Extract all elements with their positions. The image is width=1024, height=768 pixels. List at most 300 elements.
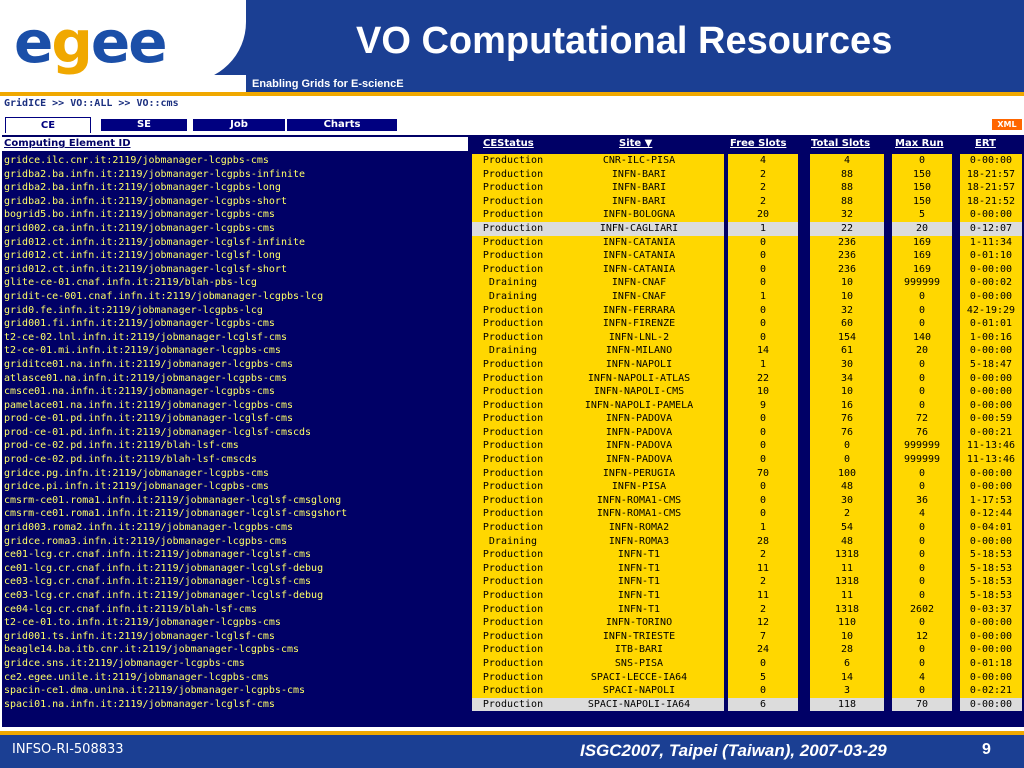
cell-ert: 0-00:00 bbox=[960, 372, 1022, 386]
table-row bbox=[2, 480, 1022, 494]
cell-site: INFN-CNAF bbox=[554, 290, 724, 304]
cell-ce-id[interactable]: ce03-lcg.cr.cnaf.infn.it:2119/jobmanager-lcglsf-debug bbox=[2, 589, 468, 603]
cell-total-slots: 60 bbox=[810, 317, 884, 331]
cell-free-slots: 11 bbox=[728, 562, 798, 576]
cell-site: SPACI-NAPOLI-IA64 bbox=[554, 698, 724, 712]
table-header bbox=[2, 137, 1022, 151]
cell-free-slots: 0 bbox=[728, 276, 798, 290]
cell-ce-id[interactable]: prod-ce-02.pd.infn.it:2119/blah-lsf-cms bbox=[2, 439, 468, 453]
cell-max-run: 20 bbox=[892, 344, 952, 358]
cell-free-slots: 20 bbox=[728, 208, 798, 222]
cell-ert: 1-11:34 bbox=[960, 236, 1022, 250]
cell-max-run: 0 bbox=[892, 372, 952, 386]
cell-free-slots: 0 bbox=[728, 684, 798, 698]
cell-ce-id[interactable]: bogrid5.bo.infn.it:2119/jobmanager-lcgpbs-cms bbox=[2, 208, 468, 222]
cell-total-slots: 10 bbox=[810, 276, 884, 290]
cell-site: INFN-T1 bbox=[554, 603, 724, 617]
cell-total-slots: 30 bbox=[810, 494, 884, 508]
cell-ce-id[interactable]: pamelace01.na.infn.it:2119/jobmanager-lcgpbs-cms bbox=[2, 399, 468, 413]
cell-free-slots: 4 bbox=[728, 154, 798, 168]
cell-ert: 5-18:47 bbox=[960, 358, 1022, 372]
cell-ce-id[interactable]: gridce.ilc.cnr.it:2119/jobmanager-lcgpbs-cms bbox=[2, 154, 468, 168]
table-row bbox=[2, 535, 1022, 549]
cell-total-slots: 236 bbox=[810, 249, 884, 263]
cell-max-run: 12 bbox=[892, 630, 952, 644]
cell-total-slots: 32 bbox=[810, 304, 884, 318]
cell-site: INFN-BOLOGNA bbox=[554, 208, 724, 222]
cell-ert: 0-00:00 bbox=[960, 698, 1022, 712]
cell-ce-id[interactable]: ce03-lcg.cr.cnaf.infn.it:2119/jobmanager-lcglsf-cms bbox=[2, 575, 468, 589]
cell-cestatus: Production bbox=[472, 480, 554, 494]
table-row bbox=[2, 657, 1022, 671]
cell-total-slots: 16 bbox=[810, 399, 884, 413]
cell-max-run: 0 bbox=[892, 548, 952, 562]
cell-ce-id[interactable]: gridce.sns.it:2119/jobmanager-lcgpbs-cms bbox=[2, 657, 468, 671]
cell-site: INFN-FIRENZE bbox=[554, 317, 724, 331]
cell-ce-id[interactable]: ce01-lcg.cr.cnaf.infn.it:2119/jobmanager-lcglsf-debug bbox=[2, 562, 468, 576]
cell-ert: 0-01:10 bbox=[960, 249, 1022, 263]
col-ert[interactable]: ERT bbox=[975, 138, 996, 149]
cell-ert: 18-21:52 bbox=[960, 195, 1022, 209]
cell-max-run: 0 bbox=[892, 562, 952, 576]
cell-ce-id[interactable]: ce01-lcg.cr.cnaf.infn.it:2119/jobmanager-lcglsf-cms bbox=[2, 548, 468, 562]
cell-ert: 0-00:21 bbox=[960, 426, 1022, 440]
cell-free-slots: 9 bbox=[728, 399, 798, 413]
cell-cestatus: Production bbox=[472, 358, 554, 372]
col-cestatus[interactable]: CEStatus bbox=[483, 138, 534, 149]
table-body bbox=[2, 154, 1022, 711]
cell-free-slots: 0 bbox=[728, 494, 798, 508]
cell-total-slots: 28 bbox=[810, 643, 884, 657]
cell-ert: 11-13:46 bbox=[960, 453, 1022, 467]
cell-ce-id[interactable]: gridce.pg.infn.it:2119/jobmanager-lcgpbs-cms bbox=[2, 467, 468, 481]
table-row bbox=[2, 331, 1022, 345]
cell-max-run: 4 bbox=[892, 671, 952, 685]
cell-cestatus: Draining bbox=[472, 276, 554, 290]
table-row bbox=[2, 195, 1022, 209]
cell-max-run: 72 bbox=[892, 412, 952, 426]
cell-total-slots: 34 bbox=[810, 372, 884, 386]
cell-ce-id[interactable]: griditce01.na.infn.it:2119/jobmanager-lcgpbs-cms bbox=[2, 358, 468, 372]
cell-site: INFN-NAPOLI-PAMELA bbox=[554, 399, 724, 413]
cell-total-slots: 76 bbox=[810, 426, 884, 440]
cell-total-slots: 118 bbox=[810, 698, 884, 712]
cell-ert: 1-00:16 bbox=[960, 331, 1022, 345]
cell-cestatus: Production bbox=[472, 439, 554, 453]
cell-total-slots: 3 bbox=[810, 684, 884, 698]
cell-max-run: 169 bbox=[892, 263, 952, 277]
table-row bbox=[2, 317, 1022, 331]
cell-total-slots: 0 bbox=[810, 453, 884, 467]
cell-ce-id[interactable]: grid012.ct.infn.it:2119/jobmanager-lcglsf-infinite bbox=[2, 236, 468, 250]
cell-cestatus: Production bbox=[472, 263, 554, 277]
cell-site: INFN-ROMA3 bbox=[554, 535, 724, 549]
cell-total-slots: 14 bbox=[810, 671, 884, 685]
cell-cestatus: Production bbox=[472, 671, 554, 685]
cell-cestatus: Production bbox=[472, 208, 554, 222]
slide-title: VO Computational Resources bbox=[356, 20, 893, 62]
cell-max-run: 20 bbox=[892, 222, 952, 236]
table-row bbox=[2, 562, 1022, 576]
cell-ert: 0-00:00 bbox=[960, 385, 1022, 399]
cell-ce-id[interactable]: atlasce01.na.infn.it:2119/jobmanager-lcgpbs-cms bbox=[2, 372, 468, 386]
cell-max-run: 140 bbox=[892, 331, 952, 345]
cell-max-run: 999999 bbox=[892, 276, 952, 290]
tab-ce[interactable]: CE bbox=[5, 117, 91, 133]
cell-ce-id[interactable]: ce2.egee.unile.it:2119/jobmanager-lcgpbs-cms bbox=[2, 671, 468, 685]
cell-cestatus: Production bbox=[472, 657, 554, 671]
cell-ert: 0-00:00 bbox=[960, 535, 1022, 549]
cell-ert: 0-00:02 bbox=[960, 276, 1022, 290]
cell-cestatus: Production bbox=[472, 698, 554, 712]
cell-free-slots: 2 bbox=[728, 181, 798, 195]
egee-logo: egee bbox=[14, 8, 166, 76]
cell-cestatus: Production bbox=[472, 385, 554, 399]
cell-ce-id[interactable]: grid001.ts.infn.it:2119/jobmanager-lcglsf-cms bbox=[2, 630, 468, 644]
cell-cestatus: Production bbox=[472, 589, 554, 603]
table-row bbox=[2, 616, 1022, 630]
cell-cestatus: Production bbox=[472, 195, 554, 209]
cell-total-slots: 11 bbox=[810, 562, 884, 576]
cell-site: INFN-T1 bbox=[554, 575, 724, 589]
cell-site: INFN-PADOVA bbox=[554, 439, 724, 453]
cell-total-slots: 54 bbox=[810, 521, 884, 535]
cell-free-slots: 28 bbox=[728, 535, 798, 549]
cell-free-slots: 6 bbox=[728, 698, 798, 712]
table-row bbox=[2, 412, 1022, 426]
cell-free-slots: 14 bbox=[728, 344, 798, 358]
cell-ert: 0-00:00 bbox=[960, 630, 1022, 644]
cell-ce-id[interactable]: glite-ce-01.cnaf.infn.it:2119/blah-pbs-lcg bbox=[2, 276, 468, 290]
cell-ce-id[interactable]: prod-ce-01.pd.infn.it:2119/jobmanager-lcglsf-cms bbox=[2, 412, 468, 426]
cell-site: INFN-PISA bbox=[554, 480, 724, 494]
cell-ert: 42-19:29 bbox=[960, 304, 1022, 318]
cell-site: ITB-BARI bbox=[554, 643, 724, 657]
cell-total-slots: 76 bbox=[810, 412, 884, 426]
cell-ert: 0-00:00 bbox=[960, 263, 1022, 277]
cell-total-slots: 48 bbox=[810, 535, 884, 549]
cell-ert: 0-01:18 bbox=[960, 657, 1022, 671]
cell-ce-id[interactable]: beagle14.ba.itb.cnr.it:2119/jobmanager-lcgpbs-cms bbox=[2, 643, 468, 657]
cell-ce-id[interactable]: gridba2.ba.infn.it:2119/jobmanager-lcgpbs-infinite bbox=[2, 168, 468, 182]
cell-site: INFN-ROMA1-CMS bbox=[554, 507, 724, 521]
cell-total-slots: 236 bbox=[810, 263, 884, 277]
cell-free-slots: 0 bbox=[728, 249, 798, 263]
cell-max-run: 70 bbox=[892, 698, 952, 712]
cell-cestatus: Production bbox=[472, 630, 554, 644]
table-row bbox=[2, 222, 1022, 236]
cell-cestatus: Production bbox=[472, 494, 554, 508]
cell-total-slots: 1318 bbox=[810, 548, 884, 562]
cell-ce-id[interactable]: t2-ce-01.mi.infn.it:2119/jobmanager-lcgpbs-cms bbox=[2, 344, 468, 358]
table-row bbox=[2, 548, 1022, 562]
table-row bbox=[2, 304, 1022, 318]
cell-max-run: 0 bbox=[892, 385, 952, 399]
cell-free-slots: 0 bbox=[728, 317, 798, 331]
cell-cestatus: Production bbox=[472, 372, 554, 386]
cell-ce-id[interactable]: ce04-lcg.cr.cnaf.infn.it:2119/blah-lsf-cms bbox=[2, 603, 468, 617]
cell-free-slots: 0 bbox=[728, 426, 798, 440]
tab-charts[interactable]: Charts bbox=[287, 119, 397, 131]
cell-max-run: 999999 bbox=[892, 453, 952, 467]
cell-free-slots: 0 bbox=[728, 304, 798, 318]
cell-ce-id[interactable]: spaci01.na.infn.it:2119/jobmanager-lcglsf-cms bbox=[2, 698, 468, 712]
cell-free-slots: 0 bbox=[728, 657, 798, 671]
cell-ert: 0-01:01 bbox=[960, 317, 1022, 331]
cell-ert: 0-00:00 bbox=[960, 643, 1022, 657]
cell-ert: 0-03:37 bbox=[960, 603, 1022, 617]
cell-ce-id[interactable]: gridce.pi.infn.it:2119/jobmanager-lcgpbs-cms bbox=[2, 480, 468, 494]
cell-max-run: 0 bbox=[892, 358, 952, 372]
cell-ce-id[interactable]: t2-ce-01.to.infn.it:2119/jobmanager-lcgpbs-cms bbox=[2, 616, 468, 630]
table-row bbox=[2, 467, 1022, 481]
cell-max-run: 0 bbox=[892, 521, 952, 535]
footer-project-id: INFSO-RI-508833 bbox=[12, 742, 124, 757]
cell-ert: 0-00:00 bbox=[960, 208, 1022, 222]
cell-free-slots: 5 bbox=[728, 671, 798, 685]
cell-site: INFN-BARI bbox=[554, 168, 724, 182]
cell-cestatus: Production bbox=[472, 331, 554, 345]
cell-ce-id[interactable]: gridit-ce-001.cnaf.infn.it:2119/jobmanager-lcgpbs-lcg bbox=[2, 290, 468, 304]
cell-cestatus: Production bbox=[472, 222, 554, 236]
cell-max-run: 4 bbox=[892, 507, 952, 521]
cell-site: SPACI-LECCE-IA64 bbox=[554, 671, 724, 685]
cell-total-slots: 154 bbox=[810, 331, 884, 345]
cell-max-run: 0 bbox=[892, 535, 952, 549]
cell-max-run: 0 bbox=[892, 657, 952, 671]
cell-site: INFN-CATANIA bbox=[554, 249, 724, 263]
cell-max-run: 0 bbox=[892, 467, 952, 481]
cell-site: INFN-T1 bbox=[554, 589, 724, 603]
cell-max-run: 0 bbox=[892, 616, 952, 630]
cell-total-slots: 10 bbox=[810, 385, 884, 399]
col-max-run[interactable]: Max Run bbox=[895, 138, 944, 149]
cell-free-slots: 1 bbox=[728, 521, 798, 535]
cell-total-slots: 10 bbox=[810, 630, 884, 644]
table-row bbox=[2, 521, 1022, 535]
cell-site: INFN-CAGLIARI bbox=[554, 222, 724, 236]
cell-max-run: 0 bbox=[892, 304, 952, 318]
cell-ert: 0-00:59 bbox=[960, 412, 1022, 426]
cell-ce-id[interactable]: grid012.ct.infn.it:2119/jobmanager-lcglsf-long bbox=[2, 249, 468, 263]
cell-free-slots: 10 bbox=[728, 385, 798, 399]
table-row bbox=[2, 249, 1022, 263]
cell-ce-id[interactable]: prod-ce-01.pd.infn.it:2119/jobmanager-lcglsf-cmscds bbox=[2, 426, 468, 440]
cell-cestatus: Draining bbox=[472, 535, 554, 549]
cell-cestatus: Production bbox=[472, 548, 554, 562]
cell-ert: 5-18:53 bbox=[960, 589, 1022, 603]
cell-ert: 0-02:21 bbox=[960, 684, 1022, 698]
cell-site: INFN-PERUGIA bbox=[554, 467, 724, 481]
cell-max-run: 0 bbox=[892, 643, 952, 657]
cell-ce-id[interactable]: grid012.ct.infn.it:2119/jobmanager-lcglsf-short bbox=[2, 263, 468, 277]
table-row bbox=[2, 358, 1022, 372]
table-row bbox=[2, 439, 1022, 453]
cell-free-slots: 0 bbox=[728, 480, 798, 494]
cell-ert: 0-00:00 bbox=[960, 616, 1022, 630]
cell-cestatus: Draining bbox=[472, 344, 554, 358]
cell-cestatus: Production bbox=[472, 684, 554, 698]
cell-ce-id[interactable]: grid001.fi.infn.it:2119/jobmanager-lcgpbs-cms bbox=[2, 317, 468, 331]
cell-ert: 5-18:53 bbox=[960, 562, 1022, 576]
cell-ert: 18-21:57 bbox=[960, 168, 1022, 182]
cell-total-slots: 4 bbox=[810, 154, 884, 168]
cell-ert: 0-12:07 bbox=[960, 222, 1022, 236]
cell-free-slots: 0 bbox=[728, 439, 798, 453]
cell-total-slots: 0 bbox=[810, 439, 884, 453]
cell-max-run: 5 bbox=[892, 208, 952, 222]
cell-total-slots: 1318 bbox=[810, 603, 884, 617]
cell-max-run: 36 bbox=[892, 494, 952, 508]
cell-ce-id[interactable]: cmsrm-ce01.roma1.infn.it:2119/jobmanager-lcglsf-cmsgshort bbox=[2, 507, 468, 521]
ce-table bbox=[2, 133, 1024, 727]
cell-total-slots: 30 bbox=[810, 358, 884, 372]
cell-ert: 0-00:00 bbox=[960, 154, 1022, 168]
cell-max-run: 150 bbox=[892, 168, 952, 182]
table-row bbox=[2, 290, 1022, 304]
cell-cestatus: Production bbox=[472, 399, 554, 413]
cell-ce-id[interactable]: gridba2.ba.infn.it:2119/jobmanager-lcgpbs-long bbox=[2, 181, 468, 195]
col-site-sort[interactable]: Site ▼ bbox=[619, 138, 653, 149]
cell-ert: 11-13:46 bbox=[960, 439, 1022, 453]
cell-free-slots: 2 bbox=[728, 195, 798, 209]
table-row bbox=[2, 276, 1022, 290]
cell-total-slots: 236 bbox=[810, 236, 884, 250]
cell-free-slots: 2 bbox=[728, 168, 798, 182]
table-row bbox=[2, 344, 1022, 358]
tab-se[interactable]: SE bbox=[101, 119, 187, 131]
cell-ce-id[interactable]: grid002.ca.infn.it:2119/jobmanager-lcgpbs-cms bbox=[2, 222, 468, 236]
logo-area bbox=[0, 0, 246, 82]
col-free-slots[interactable]: Free Slots bbox=[730, 138, 787, 149]
cell-max-run: 0 bbox=[892, 290, 952, 304]
cell-ce-id[interactable]: cmsce01.na.infn.it:2119/jobmanager-lcgpbs-cms bbox=[2, 385, 468, 399]
cell-site: INFN-TORINO bbox=[554, 616, 724, 630]
cell-site: INFN-PADOVA bbox=[554, 426, 724, 440]
table-row bbox=[2, 603, 1022, 617]
cell-site: INFN-ROMA1-CMS bbox=[554, 494, 724, 508]
cell-cestatus: Production bbox=[472, 304, 554, 318]
cell-free-slots: 7 bbox=[728, 630, 798, 644]
cell-total-slots: 11 bbox=[810, 589, 884, 603]
cell-ert: 0-00:00 bbox=[960, 344, 1022, 358]
cell-site: INFN-T1 bbox=[554, 562, 724, 576]
table-row bbox=[2, 643, 1022, 657]
cell-site: INFN-CATANIA bbox=[554, 263, 724, 277]
cell-site: INFN-PADOVA bbox=[554, 412, 724, 426]
cell-cestatus: Production bbox=[472, 426, 554, 440]
cell-max-run: 0 bbox=[892, 399, 952, 413]
cell-ert: 0-00:00 bbox=[960, 671, 1022, 685]
cell-max-run: 0 bbox=[892, 154, 952, 168]
cell-free-slots: 24 bbox=[728, 643, 798, 657]
cell-cestatus: Production bbox=[472, 249, 554, 263]
cell-max-run: 169 bbox=[892, 236, 952, 250]
cell-free-slots: 2 bbox=[728, 603, 798, 617]
cell-total-slots: 61 bbox=[810, 344, 884, 358]
tab-job[interactable]: Job bbox=[193, 119, 285, 131]
cell-ce-id[interactable]: grid0.fe.infn.it:2119/jobmanager-lcgpbs-lcg bbox=[2, 304, 468, 318]
cell-ert: 0-00:00 bbox=[960, 467, 1022, 481]
cell-cestatus: Production bbox=[472, 643, 554, 657]
cell-ert: 18-21:57 bbox=[960, 181, 1022, 195]
cell-free-slots: 12 bbox=[728, 616, 798, 630]
cell-max-run: 150 bbox=[892, 195, 952, 209]
cell-cestatus: Production bbox=[472, 168, 554, 182]
col-total-slots[interactable]: Total Slots bbox=[811, 138, 871, 149]
cell-total-slots: 32 bbox=[810, 208, 884, 222]
cell-ce-id[interactable]: spacin-ce1.dma.unina.it:2119/jobmanager-lcgpbs-cms bbox=[2, 684, 468, 698]
cell-ert: 0-00:00 bbox=[960, 480, 1022, 494]
cell-free-slots: 2 bbox=[728, 548, 798, 562]
cell-max-run: 0 bbox=[892, 589, 952, 603]
cell-cestatus: Production bbox=[472, 521, 554, 535]
table-row bbox=[2, 494, 1022, 508]
cell-ert: 0-12:44 bbox=[960, 507, 1022, 521]
cell-ce-id[interactable]: t2-ce-02.lnl.infn.it:2119/jobmanager-lcglsf-cms bbox=[2, 331, 468, 345]
cell-free-slots: 0 bbox=[728, 412, 798, 426]
cell-max-run: 2602 bbox=[892, 603, 952, 617]
cell-cestatus: Production bbox=[472, 317, 554, 331]
cell-total-slots: 10 bbox=[810, 290, 884, 304]
page-number: 9 bbox=[982, 741, 991, 758]
cell-ert: 0-00:00 bbox=[960, 290, 1022, 304]
cell-free-slots: 0 bbox=[728, 236, 798, 250]
cell-site: CNR-ILC-PISA bbox=[554, 154, 724, 168]
cell-cestatus: Production bbox=[472, 616, 554, 630]
xml-export-button[interactable]: XML bbox=[992, 119, 1022, 130]
cell-ert: 0-00:00 bbox=[960, 399, 1022, 413]
table-row bbox=[2, 181, 1022, 195]
cell-site: INFN-PADOVA bbox=[554, 453, 724, 467]
table-row bbox=[2, 236, 1022, 250]
cell-cestatus: Production bbox=[472, 453, 554, 467]
cell-site: INFN-FERRARA bbox=[554, 304, 724, 318]
tagline: Enabling Grids for E-sciencE bbox=[252, 78, 404, 90]
cell-ce-id[interactable]: grid003.roma2.infn.it:2119/jobmanager-lcgpbs-cms bbox=[2, 521, 468, 535]
cell-ce-id[interactable]: gridba2.ba.infn.it:2119/jobmanager-lcgpbs-short bbox=[2, 195, 468, 209]
table-row bbox=[2, 399, 1022, 413]
cell-total-slots: 88 bbox=[810, 181, 884, 195]
cell-cestatus: Production bbox=[472, 412, 554, 426]
cell-ce-id[interactable]: gridce.roma3.infn.it:2119/jobmanager-lcgpbs-cms bbox=[2, 535, 468, 549]
cell-site: INFN-TRIESTE bbox=[554, 630, 724, 644]
cell-cestatus: Production bbox=[472, 467, 554, 481]
table-row bbox=[2, 385, 1022, 399]
cell-ce-id[interactable]: prod-ce-02.pd.infn.it:2119/blah-lsf-cmscds bbox=[2, 453, 468, 467]
cell-total-slots: 22 bbox=[810, 222, 884, 236]
cell-max-run: 0 bbox=[892, 317, 952, 331]
col-computing-element[interactable]: Computing Element ID bbox=[2, 137, 468, 151]
cell-free-slots: 70 bbox=[728, 467, 798, 481]
cell-cestatus: Production bbox=[472, 603, 554, 617]
cell-total-slots: 110 bbox=[810, 616, 884, 630]
cell-ert: 5-18:53 bbox=[960, 575, 1022, 589]
cell-free-slots: 1 bbox=[728, 222, 798, 236]
cell-cestatus: Production bbox=[472, 562, 554, 576]
breadcrumb[interactable]: GridICE >> VO::ALL >> VO::cms bbox=[4, 98, 179, 109]
cell-max-run: 150 bbox=[892, 181, 952, 195]
table-row bbox=[2, 698, 1022, 712]
cell-cestatus: Production bbox=[472, 575, 554, 589]
cell-total-slots: 2 bbox=[810, 507, 884, 521]
table-row bbox=[2, 453, 1022, 467]
cell-ce-id[interactable]: cmsrm-ce01.roma1.infn.it:2119/jobmanager-lcglsf-cmsglong bbox=[2, 494, 468, 508]
footer-conference: ISGC2007, Taipei (Taiwan), 2007-03-29 bbox=[580, 741, 887, 760]
cell-free-slots: 2 bbox=[728, 575, 798, 589]
cell-site: INFN-BARI bbox=[554, 181, 724, 195]
cell-site: INFN-CATANIA bbox=[554, 236, 724, 250]
